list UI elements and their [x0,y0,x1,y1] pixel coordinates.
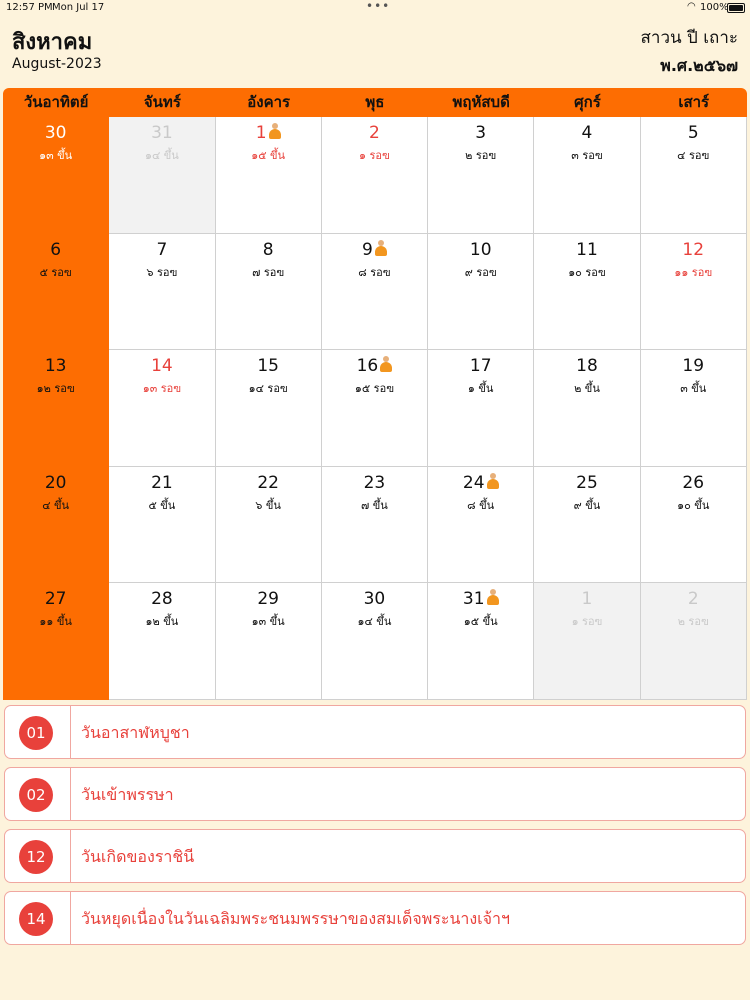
lunar-date: ๑๐ ขึ้น [677,498,710,512]
calendar-day-cell[interactable] [3,117,109,234]
event-item[interactable] [4,705,746,759]
day-number-text: 20 [44,472,67,493]
day-number [322,239,427,261]
calendar-day-cell[interactable] [534,583,640,700]
lunar-date: ๑๔ ขึ้น [357,615,392,629]
day-number-text: 8 [262,239,274,260]
day-number [641,355,746,377]
day-number-text: 3 [475,123,487,143]
calendar-day-cell[interactable] [322,583,428,700]
event-title: วันเข้าพรรษา [81,785,174,804]
lunar-date: ๕ ขึ้น [148,498,176,512]
buddha-icon [487,589,499,605]
lunar-date: ๖ ขึ้น [255,498,281,512]
month-title: สิงหาคม [12,30,93,55]
day-number-text: 7 [156,239,168,260]
day-number-text: 21 [151,472,173,493]
calendar-day-cell[interactable] [641,350,747,467]
event-list [4,705,746,953]
lunar-date: ๑ รอฃ [571,615,603,629]
day-number [534,122,639,144]
day-number-text: 13 [44,356,67,377]
calendar-day-cell[interactable] [109,234,215,351]
day-number-text: 5 [687,123,699,143]
weekday-monday: จันทร์ [143,93,181,111]
day-number [3,239,108,261]
day-number [641,239,746,261]
lunar-date: ๑๕ รอฃ [354,382,394,396]
day-number-text: 2 [687,589,699,610]
calendar-day-cell[interactable] [3,234,109,351]
weekday-saturday: เสาร์ [678,93,710,111]
calendar-day-cell[interactable] [109,350,215,467]
day-number [109,472,214,494]
day-number-text: 16 [356,356,379,377]
lunar-date: ๒ ขึ้น [574,382,600,396]
day-number-text: 17 [469,356,492,377]
lunar-date: ๑๐ รอฃ [568,265,606,279]
day-number-text: 14 [151,356,173,377]
buddha-icon [375,240,387,256]
calendar-day-cell[interactable] [109,583,215,700]
lunar-date: ๘ ขึ้น [467,498,495,512]
calendar-day-cell[interactable] [428,583,534,700]
calendar-day-cell[interactable] [641,117,747,234]
day-number-text: 19 [682,356,705,377]
day-number [216,239,321,261]
day-number [216,588,321,610]
lunar-date: ๔ รอฃ [677,149,710,162]
month-calendar [3,88,747,700]
day-number-text: 25 [576,472,598,493]
calendar-day-cell[interactable] [641,467,747,584]
day-number [3,588,108,610]
event-item[interactable] [4,767,746,821]
calendar-day-cell[interactable] [3,350,109,467]
weekday-header [3,88,747,117]
lunar-date: ๑๓ รอฃ [142,382,182,396]
calendar-day-cell[interactable] [216,350,322,467]
day-number-text: 26 [682,472,705,493]
day-number [216,122,321,144]
lunar-date: ๑ รอฃ [359,149,390,162]
calendar-day-cell[interactable] [534,117,640,234]
day-number [3,122,108,144]
lunar-date: ๒ รอฃ [465,149,497,162]
day-number [216,355,321,377]
calendar-day-cell[interactable] [3,583,109,700]
day-number [534,239,639,261]
lunar-date: ๑๓ ขึ้น [39,149,73,162]
day-number [641,588,746,610]
day-number [3,355,108,377]
calendar-day-cell[interactable] [216,583,322,700]
calendar-grid [3,117,747,700]
lunar-date: ๑๑ รอฃ [674,265,713,279]
day-number [534,472,639,494]
event-date-badge: 14 [19,902,53,936]
day-number [109,355,214,377]
day-number-text: 30 [44,123,67,143]
event-title: วันอาสาฬหบูชา [81,723,190,742]
event-title: วันเกิดของราชินี [81,847,195,866]
calendar-day-cell[interactable] [641,583,747,700]
event-divider [70,768,71,820]
buddha-icon [269,123,281,139]
day-number-text: 27 [44,589,67,610]
lunar-date: ๑๕ ขึ้น [463,615,498,629]
lunar-date: ๑๓ ขึ้น [251,615,285,629]
day-number-text: 11 [576,239,598,260]
calendar-day-cell[interactable] [109,117,215,234]
day-number [109,122,214,144]
day-number-text: 31 [462,589,485,610]
status-time: 12:57 PM [6,2,53,13]
event-date-badge: 12 [19,840,53,874]
lunar-date: ๗ ขึ้น [361,498,388,512]
event-date-badge: 02 [19,778,53,812]
calendar-day-cell[interactable] [534,467,640,584]
calendar-day-cell[interactable] [428,234,534,351]
wifi-icon: ◠ [687,1,696,12]
event-divider [70,892,71,944]
day-number [3,472,108,494]
day-number [109,588,214,610]
year-name: สาวน ปี เถาะ [640,28,738,48]
lunar-date: ๔ ขึ้น [42,498,70,512]
day-number [428,239,533,261]
event-title: วันหยุดเนื่องในวันเฉลิมพระชนมพรรษาของสมเด็จพระนางเจ้าฯ [81,909,510,928]
calendar-day-cell[interactable] [428,350,534,467]
day-number-text: 18 [576,356,598,377]
day-number-text: 2 [369,123,380,143]
day-number-text: 31 [151,123,173,143]
calendar-day-cell[interactable] [216,467,322,584]
lunar-date: ๕ รอฃ [39,265,72,279]
day-number [428,355,533,377]
weekday-thursday: พฤหัสบดี [452,93,510,111]
day-number-text: 9 [362,239,373,260]
calendar-day-cell[interactable] [216,117,322,234]
calendar-day-cell[interactable] [322,117,428,234]
calendar-day-cell[interactable] [428,117,534,234]
day-number [534,355,639,377]
calendar-day-cell[interactable] [322,467,428,584]
day-number [428,588,533,610]
day-number [534,588,639,610]
lunar-date: ๑๕ ขึ้น [251,149,286,162]
day-number [641,472,746,494]
lunar-date: ๑๑ ขึ้น [39,615,72,629]
calendar-day-cell[interactable] [534,234,640,351]
day-number-text: 4 [581,123,593,143]
day-number-text: 10 [469,239,492,260]
day-number-text: 24 [462,472,485,493]
day-number-text: 23 [363,472,386,493]
month-subtitle: August-2023 [12,56,102,72]
event-item[interactable] [4,829,746,883]
calendar-day-cell[interactable] [428,467,534,584]
calendar-day-cell[interactable] [641,234,747,351]
era-year: พ.ศ.๒๕๖๗ [660,56,738,75]
event-divider [70,830,71,882]
buddha-icon [380,356,392,372]
battery-icon [727,3,745,13]
event-item[interactable] [4,891,746,945]
calendar-day-cell[interactable] [322,350,428,467]
lunar-date: ๓ รอฃ [571,149,603,162]
day-number [109,239,214,261]
day-number-text: 1 [581,589,593,610]
event-divider [70,706,71,758]
event-date-badge: 01 [19,716,53,750]
day-number [322,588,427,610]
day-number-text: 15 [257,356,279,377]
calendar-day-cell[interactable] [109,467,215,584]
lunar-date: ๑๔ ขึ้น [144,149,179,162]
weekday-tuesday: อังคาร [247,93,291,111]
calendar-day-cell[interactable] [216,234,322,351]
day-number-text: 22 [257,472,279,493]
day-number [641,122,746,144]
lunar-date: ๖ รอฃ [146,265,178,279]
status-bar [0,0,750,16]
lunar-date: ๗ รอฃ [252,265,285,279]
weekday-friday: ศุกร์ [574,93,601,111]
day-number [322,472,427,494]
multitasking-dots-icon[interactable]: ••• [366,0,391,13]
lunar-date: ๑ ขึ้น [467,382,494,396]
day-number-text: 6 [50,239,62,260]
lunar-date: ๙ ขึ้น [573,498,601,512]
battery-percent: 100% [700,2,729,13]
calendar-day-cell[interactable] [322,234,428,351]
day-number-text: 30 [363,589,386,610]
status-date: Mon Jul 17 [52,2,105,13]
lunar-date: ๑๒ ขึ้น [145,615,179,629]
day-number-text: 28 [151,589,173,610]
day-number [428,472,533,494]
day-number [428,122,533,144]
lunar-date: ๑๒ รอฃ [36,382,75,396]
lunar-date: ๘ รอฃ [358,265,391,279]
day-number [322,355,427,377]
day-number [216,472,321,494]
lunar-date: ๙ รอฃ [464,265,497,279]
weekday-wednesday: พุธ [365,93,385,111]
day-number [322,122,427,144]
weekday-sunday: วันอาทิตย์ [23,93,89,111]
lunar-date: ๓ ขึ้น [680,382,707,396]
buddha-icon [487,473,499,489]
lunar-date: ๒ รอฃ [677,615,709,629]
calendar-day-cell[interactable] [3,467,109,584]
lunar-date: ๑๔ รอฃ [248,382,288,396]
day-number-text: 29 [257,589,279,610]
calendar-day-cell[interactable] [534,350,640,467]
day-number-text: 1 [255,123,267,143]
day-number-text: 12 [682,239,705,260]
